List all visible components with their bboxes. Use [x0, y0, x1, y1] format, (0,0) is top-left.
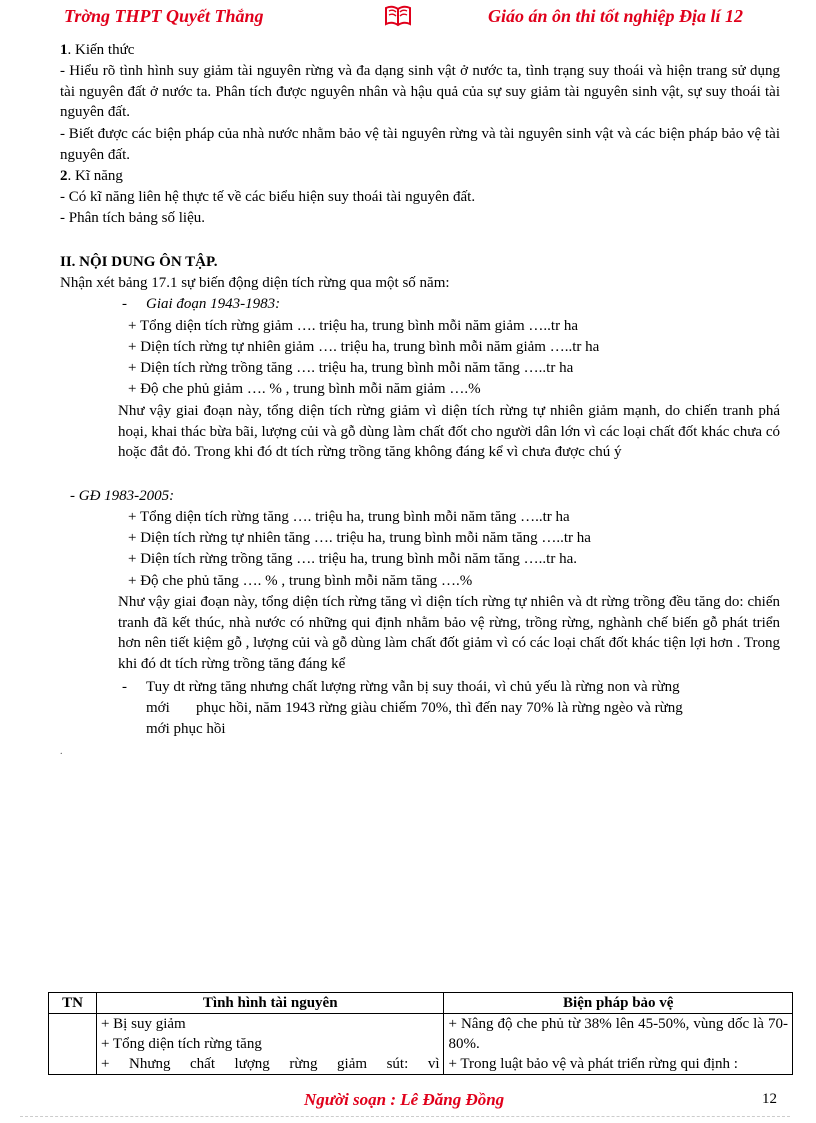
table-cell-measures — [444, 1014, 793, 1075]
section-intro: Nhận xét bảng 17.1 sự biến động diện tích rừng qua một số năm: — [60, 275, 450, 291]
note-dash: - — [122, 679, 127, 695]
period2-item: + Diện tích rừng trồng tăng …. triệu ha, trung bình mỗi năm tăng …..tr ha. — [128, 551, 578, 567]
measure-line: + Nâng độ che phủ từ 38% lên 45-50%, vùng dốc là 70-80%. — [448, 1016, 788, 1052]
footer-divider — [20, 1116, 790, 1117]
table-cell-status — [96, 1014, 444, 1075]
table-header: TN — [49, 993, 97, 1014]
knowledge-paragraph-2: - Biết được các biện pháp của nhà nước nhằm bảo vệ tài nguyên rừng và tài nguyên sinh vật và các biện pháp bảo vệ tài nguyên đất. — [60, 126, 780, 163]
period1-item: + Tổng diện tích rừng giảm …. triệu ha, trung bình mỗi năm giảm …..tr ha — [128, 318, 578, 334]
table-header: Tình hình tài nguyên — [96, 993, 444, 1014]
footer-author: Người soạn : Lê Đăng Đồng — [304, 1090, 505, 1109]
resource-table — [48, 992, 793, 1075]
status-line: + Bị suy giảm — [100, 1016, 186, 1032]
header-school: Trờng THPT Quyết Thắng — [64, 6, 264, 26]
period2-item: + Tổng diện tích rừng tăng …. triệu ha, trung bình mỗi năm tăng …..tr ha — [128, 509, 570, 525]
period2-item: + Độ che phủ tăng …. % , trung bình mỗi năm tăng ….% — [128, 573, 473, 589]
skills-heading: 2. Kĩ năng — [60, 168, 123, 184]
knowledge-heading: 1. Kiến thức — [60, 42, 135, 58]
period1-item: + Diện tích rừng trồng tăng …. triệu ha, trung bình mỗi năm tăng …..tr ha — [128, 360, 574, 376]
period2-heading: - GĐ 1983-2005: — [70, 488, 175, 504]
skills-item-2: - Phân tích bảng số liệu. — [60, 210, 205, 226]
note-line: mới phục hồi — [146, 721, 226, 737]
book-icon — [384, 4, 412, 28]
period1-item: + Diện tích rừng tự nhiên giảm …. triệu ha, trung bình mỗi năm giảm …..tr ha — [128, 339, 600, 355]
table-header-row — [49, 993, 793, 1014]
period2-summary: Như vậy giai đoạn này, tổng diện tích rừng tăng vì diện tích rừng tự nhiên và dt rừng trồng đều tăng do: chiến tranh đã kết thúc, nhà nước có những qui định nhằm bảo vệ rừng, trồng rừng, nghành chế biến gỗ phát triển hơn nên tiết kiệm gỗ , lượng củi và gỗ dùng làm chất đốt giảm vì có các loại chất đốt khác tiện lợi hơn . Trong khi đó dt tích rừng trồng tăng đáng kể — [118, 594, 780, 672]
status-line: + Nhưng chất lượng rừng giảm sút: vì — [100, 1056, 440, 1072]
stray-mark: . — [60, 746, 63, 757]
section-heading: II. NỘI DUNG ÔN TẬP. — [60, 254, 218, 270]
note-line: Tuy dt rừng tăng nhưng chất lượng rừng vẫn bị suy thoái, vì chủ yếu là rừng non và rừng — [146, 679, 680, 695]
status-line: + Tổng diện tích rừng tăng — [100, 1036, 262, 1052]
knowledge-paragraph-1: - Hiểu rõ tình hình suy giảm tài nguyên rừng và đa dạng sinh vật ở nước ta, tình trạng suy thoái và hiện trang sử dụng tài nguyên đất ở nước ta. Phân tích được nguyên nhân và hậu quả của sự suy giảm tài nguyên sinh vật, sự suy thoái tài nguyên đất. — [60, 63, 780, 120]
period2-item: + Diện tích rừng tự nhiên tăng …. triệu ha, trung bình mỗi năm tăng …..tr ha — [128, 530, 591, 546]
period1-item: + Độ che phủ giảm …. % , trung bình mỗi năm giảm ….% — [128, 381, 481, 397]
skills-item-1: - Có kĩ năng liên hệ thực tế về các biểu hiện suy thoái tài nguyên đất. — [60, 189, 476, 205]
period1-dash: - — [122, 296, 127, 312]
measure-line: + Trong luật bảo vệ và phát triển rừng qui định : — [448, 1056, 738, 1072]
period1-summary: Như vậy giai đoạn này, tổng diện tích rừng giảm vì diện tích rừng tự nhiên giảm mạnh, do chiến tranh phá hoại, khai thác bừa bãi, lượng củi và gỗ dùng làm chất đốt cho người dân lớn vì các loại chất đốt khác chưa có hoặc đắt đỏ. Trong khi đó dt tích rừng trồng tăng không đáng kể vì chưa được chú ý — [118, 403, 780, 460]
header-title: Giáo án ôn thi tốt nghiệp Địa lí 12 — [488, 6, 744, 26]
table-header: Biện pháp bảo vệ — [444, 993, 793, 1014]
table-row — [49, 1014, 793, 1075]
period1-heading: Giai đoạn 1943-1983: — [146, 296, 281, 312]
table-cell-tn — [49, 1014, 97, 1075]
note-line: mới phục hồi, năm 1943 rừng giàu chiếm 70%, thì đến nay 70% là rừng ngèo và rừng — [146, 700, 683, 716]
page-number: 12 — [762, 1091, 777, 1107]
